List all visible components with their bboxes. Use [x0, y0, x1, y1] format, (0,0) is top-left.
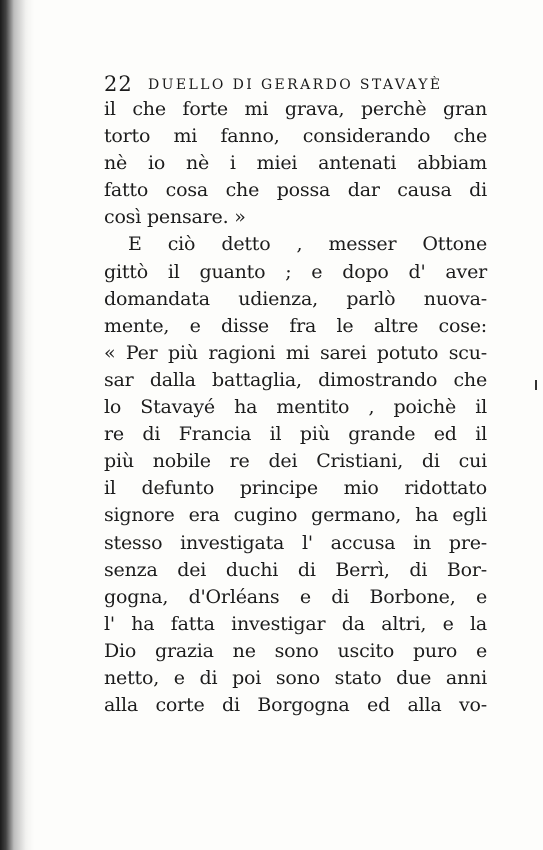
text-line: gittò il guanto ; e dopo d' aver [104, 260, 487, 283]
running-head: DUELLO DI GERARDO STAVAYÈ [148, 77, 443, 93]
text-line: più nobile re dei Cristiani, di cui [104, 450, 487, 473]
text-line: signore era cugino germano, ha egli [104, 504, 487, 527]
body-text [104, 96, 487, 719]
page-number: 22 [104, 72, 133, 96]
text-line: gogna, d'Orléans e di Borbone, e [104, 585, 487, 608]
text-line: lo Stavayé ha mentito , poichè il [104, 396, 487, 419]
ink-speck [535, 380, 537, 390]
text-line: sar dalla battaglia, dimostrando che [104, 368, 487, 391]
text-line: domandata udienza, parlò nuova- [104, 287, 487, 310]
text-line: alla corte di Borgogna ed alla vo- [104, 694, 487, 717]
text-line: stesso investigata l' accusa in pre- [104, 531, 487, 554]
text-line: il defunto principe mio ridottato [104, 477, 487, 500]
text-line: E ciò detto , messer Ottone [128, 233, 487, 256]
text-line: re di Francia il più grande ed il [104, 423, 487, 446]
page-header [104, 72, 484, 98]
text-line: il che forte mi grava, perchè gran [104, 98, 487, 120]
text-line: così pensare. » [104, 206, 246, 229]
text-line: nè io nè i miei antenati abbiam [104, 152, 487, 175]
page-gutter-shadow [0, 0, 34, 850]
text-line: Dio grazia ne sono uscito puro e [104, 639, 487, 662]
text-line: torto mi fanno, considerando che [104, 125, 487, 148]
text-line: « Per più ragioni mi sarei potuto scu- [104, 341, 487, 364]
text-line: netto, e di poi sono stato due anni [104, 666, 487, 689]
text-line: fatto cosa che possa dar causa di [104, 179, 487, 202]
text-line: mente, e disse fra le altre cose: [104, 314, 487, 337]
text-line: l' ha fatta investigar da altri, e la [104, 612, 487, 635]
text-line: senza dei duchi di Berrì, di Bor- [104, 558, 487, 581]
